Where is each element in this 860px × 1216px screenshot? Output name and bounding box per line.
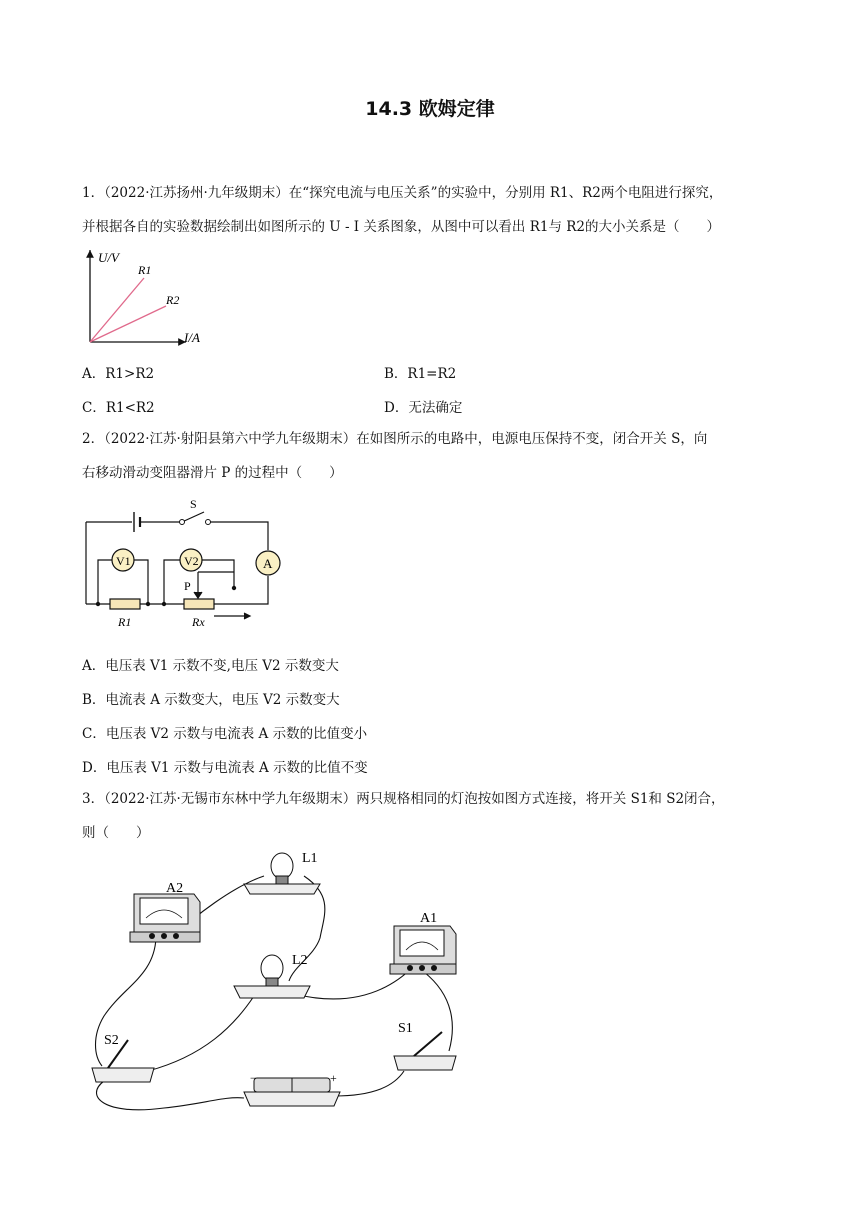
switch-blade [182,512,204,522]
q3-line2: 则（ ） [82,825,150,841]
switch-label: S [190,498,197,511]
battery-minus: − [250,1071,257,1085]
q3-stem [82,782,782,850]
q1-option-d[interactable]: D．无法确定 [384,400,463,416]
q1-line2: 并根据各自的实验数据绘制出如图所示的 U - I 关系图象，从图中可以看出 R1与 R2的大小关系是（ ） [82,219,721,235]
r2-label: R2 [166,293,180,307]
v1-label: V1 [116,554,131,568]
q2-circuit-diagram [78,498,298,638]
y-axis-label: U/V [98,250,119,265]
r1-label: R1 [118,615,132,629]
switch-s2 [92,1040,154,1082]
r1-label: R1 [138,263,152,277]
q1-stem [82,176,782,244]
s2-label: S2 [104,1033,119,1048]
battery-holder [244,1078,340,1106]
r1-line [90,278,144,342]
l1-label: L1 [302,851,318,866]
a2-label: A2 [166,881,184,896]
ammeter-label: A [263,556,273,571]
q1-option-c[interactable]: C．R1<R2 [82,400,155,416]
l2-label: L2 [292,953,308,968]
rx-resistor [184,599,214,609]
q2-stem [82,422,782,490]
s1-label: S1 [398,1021,413,1036]
battery-plus: + [330,1071,337,1085]
r2-line [90,306,166,342]
a1-label: A1 [420,911,438,926]
slider-label: P [184,579,191,593]
q1-option-a[interactable]: A．R1>R2 [82,366,155,382]
q2-option-b[interactable]: B．电流表 A 示数变大，电压 V2 示数变大 [82,692,340,708]
ammeter-a1 [390,926,456,974]
x-axis-label: I/A [184,330,200,345]
r1-resistor [110,599,140,609]
q3-line1: 3．（2022·江苏·无锡市东林中学九年级期末）两只规格相同的灯泡按如图方式连接，将开关 S1和 S2闭合， [82,791,725,807]
page-title: 14.3 欧姆定律 [365,98,495,120]
q2-option-c[interactable]: C．电压表 V2 示数与电流表 A 示数的比值变小 [82,726,368,742]
q1-line1: 1．（2022·江苏扬州·九年级期末）在“探究电流与电压关系”的实验中，分别用 R1、R2两个电阻进行探究， [82,185,723,201]
q1-option-b[interactable]: B．R1=R2 [384,366,457,382]
rx-label: Rx [192,615,205,629]
v2-label: V2 [184,554,199,568]
q2-line1: 2．（2022·江苏·射阳县第六中学九年级期末）在如图所示的电路中，电源电压保持不变，闭合开关 S，向 [82,431,708,447]
ammeter-a2 [130,894,200,942]
q1-ui-graph [78,244,218,348]
q3-physical-circuit [84,846,474,1118]
q2-line2: 右移动滑动变阻器滑片 P 的过程中（ ） [82,465,343,481]
q2-option-d[interactable]: D．电压表 V1 示数与电流表 A 示数的比值不变 [82,760,368,776]
q2-option-a[interactable]: A．电压表 V1 示数不变,电压 V2 示数变大 [82,658,339,674]
switch-s1 [394,1032,456,1070]
